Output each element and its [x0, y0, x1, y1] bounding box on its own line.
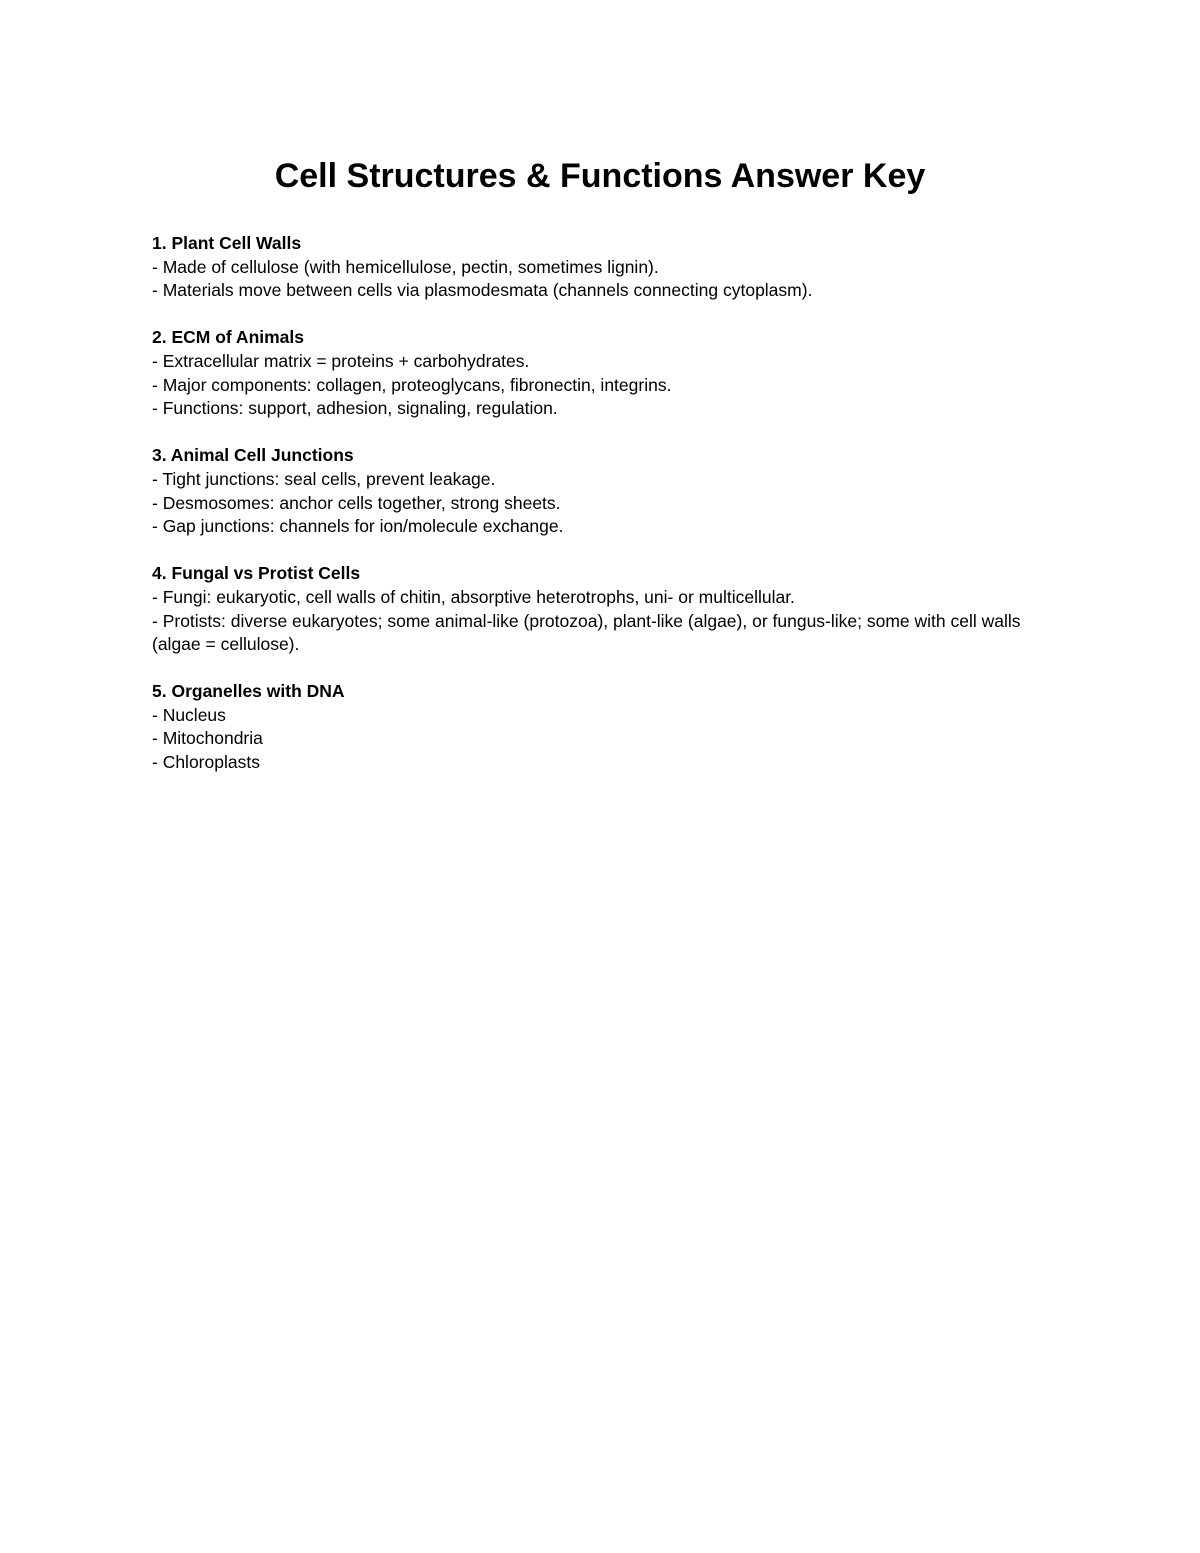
answer-line: - Functions: support, adhesion, signaling, regulation. — [152, 398, 558, 419]
answer-line: - Protists: diverse eukaryotes; some animal-like (protozoa), plant-like (algae), or fungus-like; some with cell walls (algae = cellulose). — [152, 610, 1021, 655]
answer-line: - Materials move between cells via plasmodesmata (channels connecting cytoplasm). — [152, 280, 813, 301]
answer-list — [152, 232, 1052, 798]
section-heading: 5. Organelles with DNA — [152, 681, 345, 702]
section-heading: 2. ECM of Animals — [152, 327, 305, 348]
answer-line: - Desmosomes: anchor cells together, strong sheets. — [152, 492, 561, 513]
answer-line: - Fungi: eukaryotic, cell walls of chitin, absorptive heterotrophs, uni- or multicellular. — [152, 586, 795, 607]
section-heading: 3. Animal Cell Junctions — [152, 445, 354, 466]
answer-line: - Extracellular matrix = proteins + carbohydrates. — [152, 350, 530, 371]
answer-line: - Made of cellulose (with hemicellulose, pectin, sometimes lignin). — [152, 256, 659, 277]
answer-line: - Chloroplasts — [152, 752, 260, 773]
page-title: Cell Structures & Functions Answer Key — [274, 157, 926, 195]
answer-line: - Gap junctions: channels for ion/molecule exchange. — [152, 516, 564, 537]
answer-line: - Major components: collagen, proteoglycans, fibronectin, integrins. — [152, 374, 672, 395]
section-fungal-vs-protist-cells — [152, 562, 1052, 656]
answer-line: - Mitochondria — [152, 728, 263, 749]
section-animal-cell-junctions — [152, 444, 1052, 538]
answer-line: - Tight junctions: seal cells, prevent leakage. — [152, 468, 496, 489]
section-heading: 1. Plant Cell Walls — [152, 233, 302, 253]
section-plant-cell-walls — [152, 232, 1052, 303]
section-ecm-of-animals — [152, 326, 1052, 420]
section-organelles-with-dna — [152, 680, 1052, 774]
answer-line: - Nucleus — [152, 704, 226, 725]
section-heading: 4. Fungal vs Protist Cells — [152, 563, 361, 584]
